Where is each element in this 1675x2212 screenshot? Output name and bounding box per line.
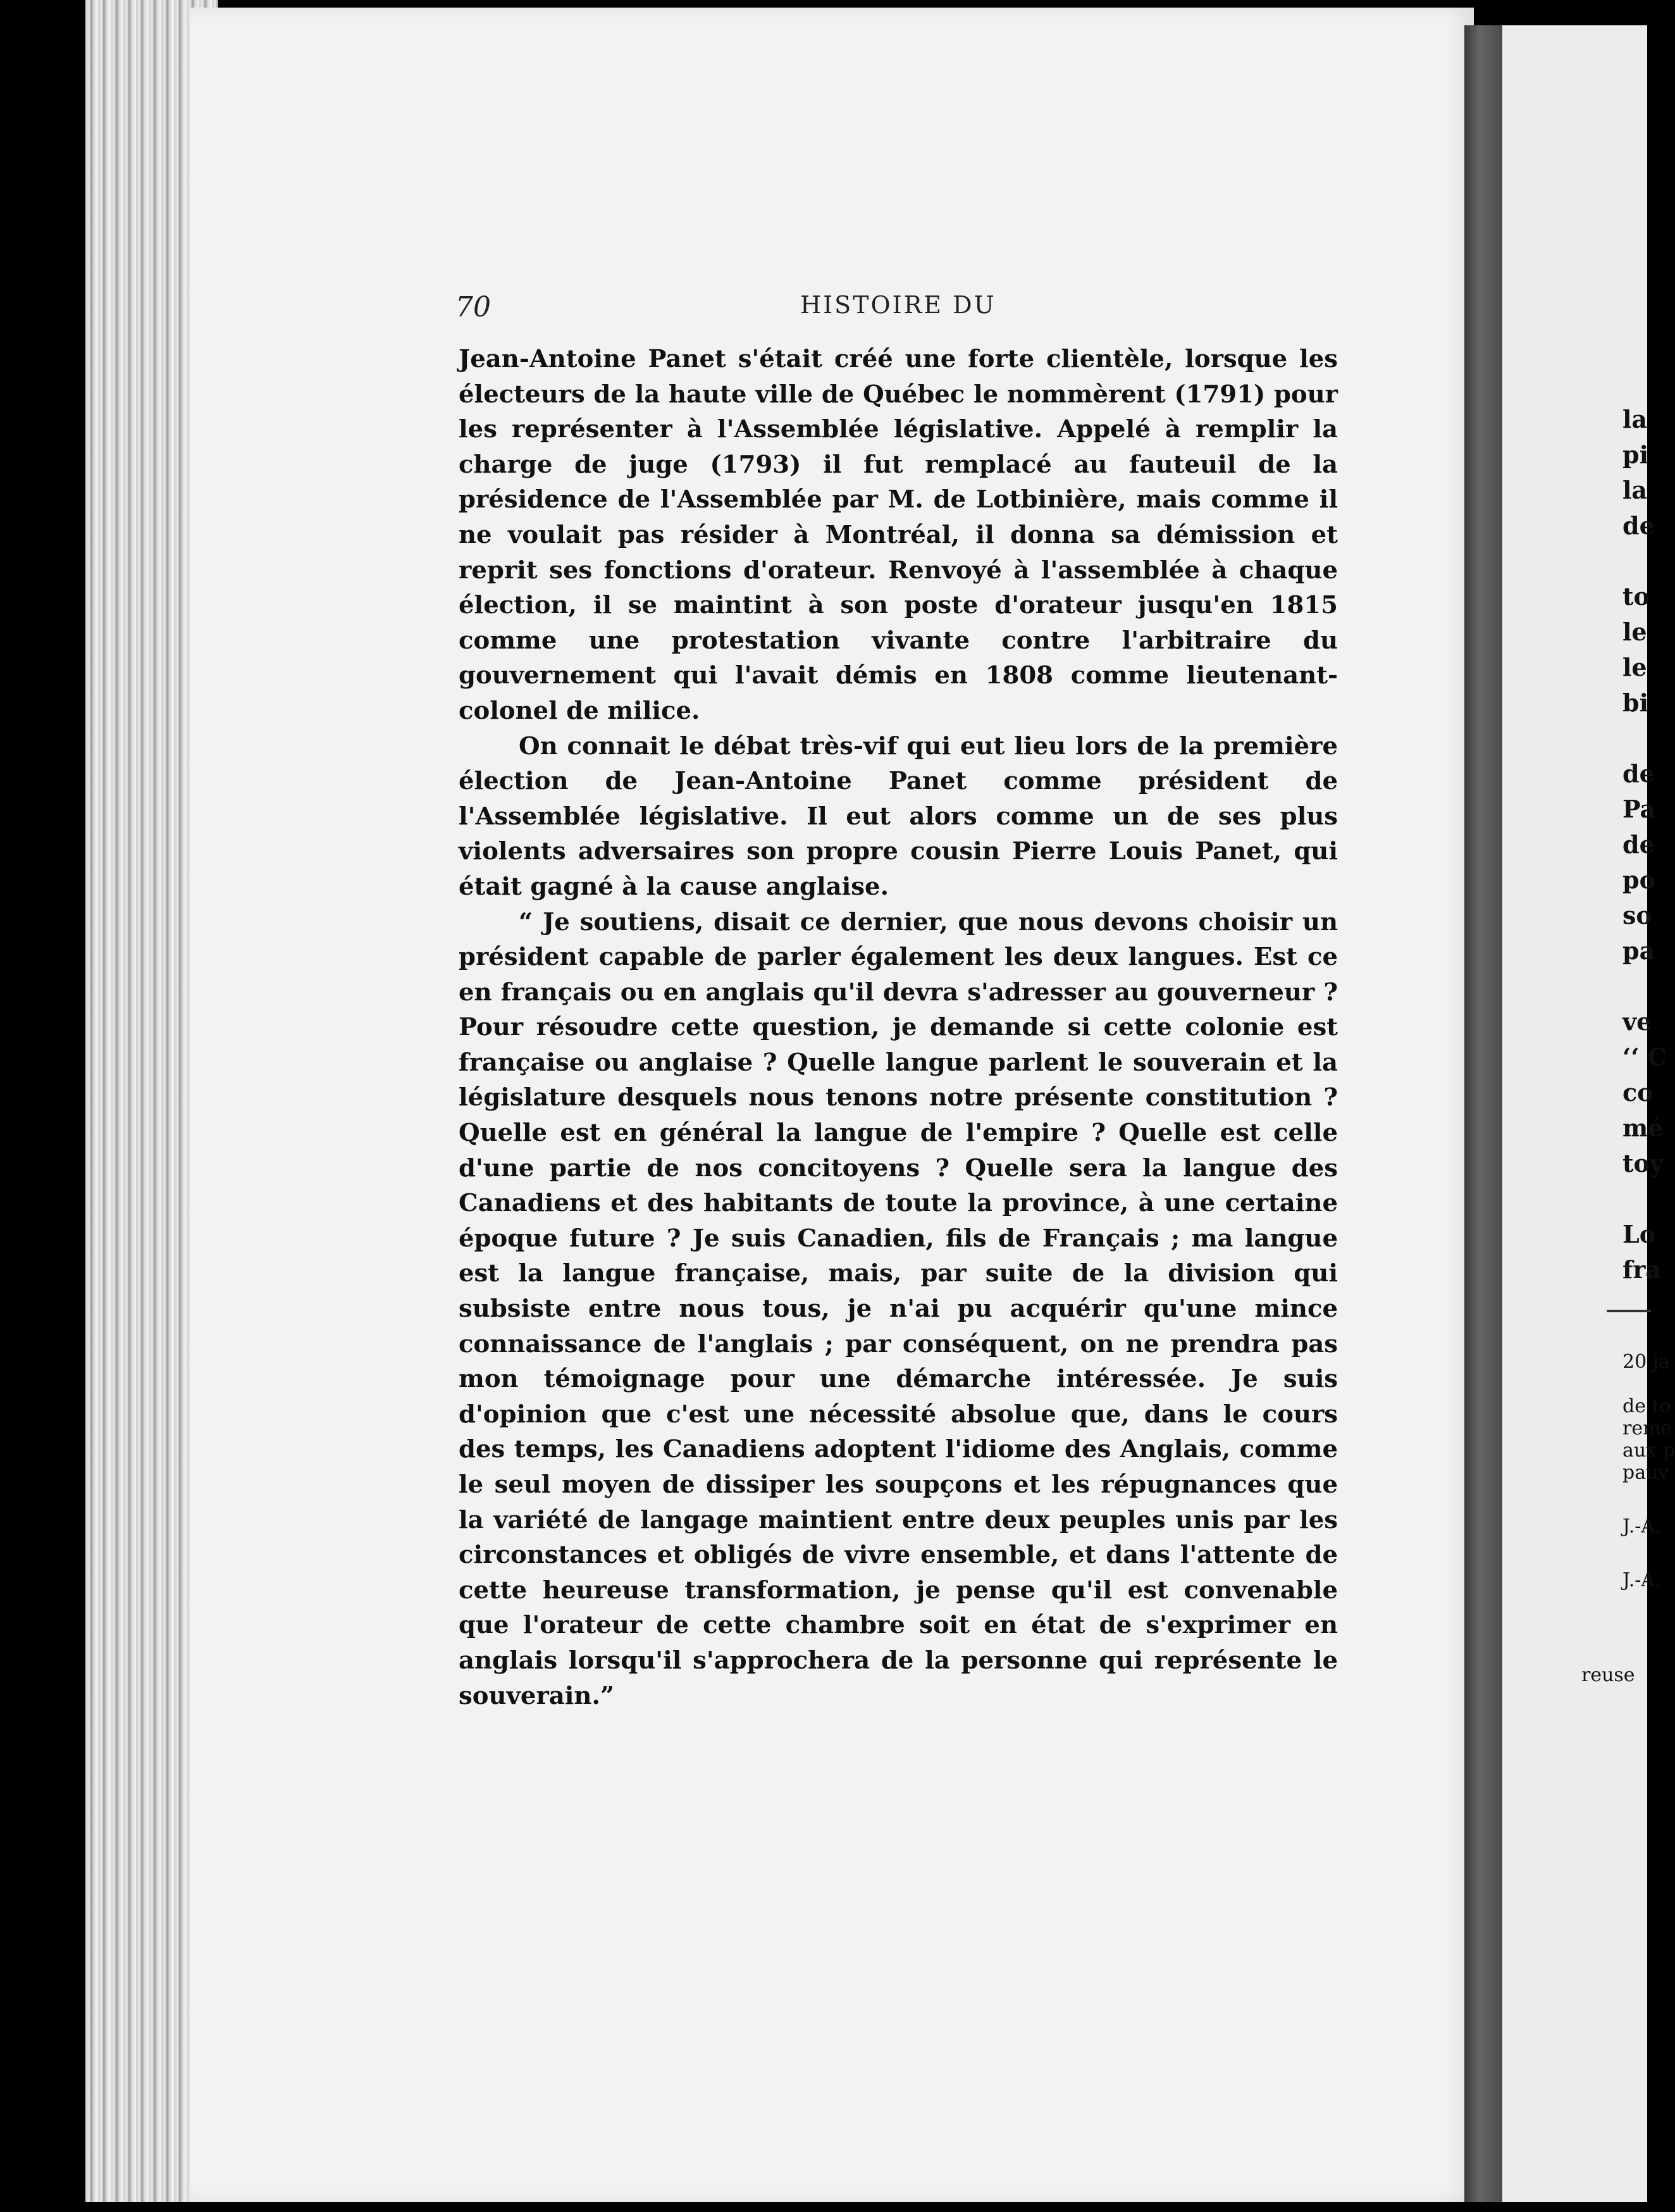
facing-page-footnote-rule <box>1607 1310 1651 1312</box>
facing-page-fragment: le <box>1622 653 1647 681</box>
page-number: 70 <box>455 291 491 323</box>
body-text <box>459 342 1338 1713</box>
book-gutter <box>1464 25 1502 2202</box>
facing-page-footnote-fragment: reuse <box>1581 1664 1635 1686</box>
facing-page-footnote-fragment: reme <box>1622 1417 1672 1439</box>
facing-page-footnote-fragment: aux p <box>1622 1439 1675 1462</box>
facing-page-footnote-fragment: J.-A. <box>1622 1569 1661 1591</box>
facing-page-fragment: la <box>1622 476 1648 504</box>
facing-page-fragment: to <box>1622 582 1650 611</box>
running-head: HISTOIRE DU <box>800 291 996 319</box>
facing-page-fragment: bi <box>1622 688 1649 717</box>
facing-page-fragment: pa <box>1622 936 1655 965</box>
facing-page-fragment: fra <box>1622 1255 1661 1284</box>
facing-page-footnote-fragment: pauv <box>1622 1462 1669 1484</box>
facing-page-fragment: la <box>1622 405 1648 433</box>
facing-page-fragment: so <box>1622 901 1652 929</box>
page-header <box>455 291 1341 329</box>
facing-page-fragment: ve <box>1622 1007 1652 1036</box>
facing-page-fragment: Lo <box>1622 1220 1656 1248</box>
paragraph: Jean-Antoine Panet s'était créé une forte clientèle, lorsque les électeurs de la haute ville de Québec le nommèrent (1791) pour les représenter à l'Assemblée législative. Appelé à remplir la charge de juge (1793) il fut remplacé au fauteuil de la présidence de l'Assemblée par M. de Lotbinière, mais comme il ne voulait pas résider à Montréal, il donna sa démission et reprit ses fonctions d'orateur. Renvoyé à l'assemblée à chaque élection, il se maintint à son poste d'orateur jusqu'en 1815 comme une protestation vivante contre l'arbitraire du gouvernement qui l'avait démis en 1808 comme lieutenant-colonel de milice. <box>459 345 1338 725</box>
facing-page-fragment: de <box>1622 511 1655 540</box>
facing-page-fragment: mé <box>1622 1114 1664 1142</box>
quotation-paragraph: “ Je soutiens, disait ce dernier, que nous devons choisir un président capable de parler également les deux langues. Est ce en français ou en anglais qu'il devra s'adresser au gouverneur ? Pour résoudre cette question, je demande si cette colonie est française ou anglaise ? Quelle langue parlent le souverain et la législature desquels nous tenons notre présente constitution ? Quelle est en général la langue de l'empire ? Quelle est celle d'une partie de nos concitoyens ? Quelle sera la langue des Canadiens et des habitants de toute la province, à une certaine époque future ? Je suis Canadien, fils de Français ; ma langue est la langue française, mais, par suite de la division qui subsiste entre nous tous, je n'ai pu acquérir qu'une mince connaissance de l'anglais ; par conséquent, on ne prendra pas mon témoignage pour une démarche intéressée. Je suis d'opinion que c'est une nécessité absolue que, dans le cours des temps, les Canadiens adoptent l'idiome des Anglais, comme le seul moyen de dissiper les soupçons et les répugnances que la variété de langage maintient entre deux peuples unis par les circonstances et obligés de vivre ensemble, et dans l'attente de cette heureuse transformation, je pense qu'il est convenable que l'orateur de cette chambre soit en état de s'exprimer en anglais lorsqu'il s'approchera de la personne qui représente le souverain.” <box>459 907 1338 1710</box>
facing-page-footnote-fragment: 20 ja <box>1622 1351 1670 1373</box>
facing-page-fragment: toy <box>1622 1149 1664 1177</box>
facing-page-fragment: de <box>1622 759 1655 788</box>
paragraph: On connait le débat très-vif qui eut lieu lors de la première élection de Jean-Antoine Panet comme président de l'Assemblée législative. Il eut alors comme un de ses plus violents adversaires son propre cousin Pierre Louis Panet, qui était gagné à la cause anglaise. <box>459 731 1338 901</box>
facing-page-footnote-fragment: J.-A. <box>1622 1515 1661 1538</box>
facing-page-fragment: de <box>1622 830 1655 859</box>
facing-page-fragment: Pa <box>1622 795 1656 823</box>
facing-page-fragment: co <box>1622 1078 1653 1107</box>
facing-page-fragment: po <box>1622 866 1655 894</box>
facing-page-fragment: ‘‘ C <box>1622 1043 1667 1071</box>
facing-page-footnote-fragment: de to <box>1622 1395 1671 1417</box>
facing-page-fragment: pi <box>1622 440 1649 469</box>
facing-page-fragment: le <box>1622 618 1647 646</box>
